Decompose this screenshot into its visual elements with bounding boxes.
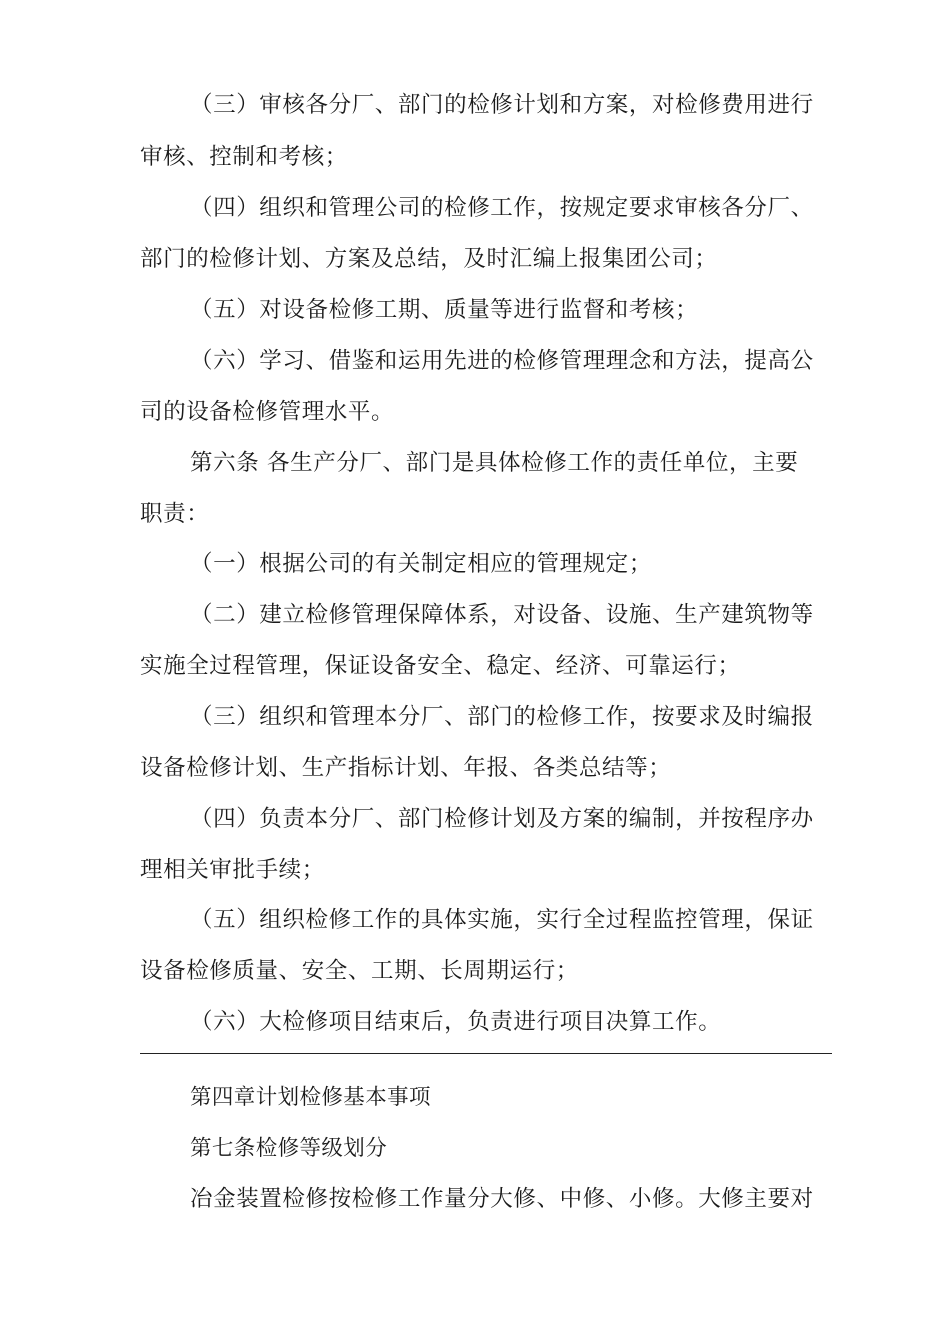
article-heading-line: 第六条 各生产分厂、部门是具体检修工作的责任单位，主要 [190,450,799,476]
paragraph-line: 设备检修计划、生产指标计划、年报、各类总结等； [140,755,672,781]
paragraph-line: （三）组织和管理本分厂、部门的检修工作，按要求及时编报 [190,704,814,730]
paragraph-line: 理相关审批手续； [140,857,325,883]
paragraph-line: （四）负责本分厂、部门检修计划及方案的编制，并按程序办 [190,806,814,832]
section-divider [140,1053,832,1054]
paragraph-line: 设备检修质量、安全、工期、长周期运行； [140,958,579,984]
paragraph-line: 实施全过程管理，保证设备安全、稳定、经济、可靠运行； [140,653,741,679]
article-title: 第七条检修等级划分 [190,1136,388,1161]
paragraph-line: 审核、控制和考核； [140,144,348,170]
paragraph-line: 部门的检修计划、方案及总结，及时汇编上报集团公司； [140,246,718,272]
paragraph-line: （六）学习、借鉴和运用先进的检修管理理念和方法，提高公 [190,348,814,374]
paragraph-line: （四）组织和管理公司的检修工作，按规定要求审核各分厂、 [190,195,814,221]
paragraph-line: （五）对设备检修工期、质量等进行监督和考核； [190,297,699,323]
paragraph-line: 冶金装置检修按检修工作量分大修、中修、小修。大修主要对 [190,1186,814,1212]
paragraph-line: （六）大检修项目结束后，负责进行项目决算工作。 [190,1009,722,1035]
chapter-title: 第四章计划检修基本事项 [190,1085,431,1110]
paragraph-line: （三）审核各分厂、部门的检修计划和方案，对检修费用进行 [190,92,814,118]
paragraph-line: （一）根据公司的有关制定相应的管理规定； [190,551,653,577]
paragraph-line: （五）组织检修工作的具体实施，实行全过程监控管理，保证 [190,907,814,933]
paragraph-line: 司的设备检修管理水平。 [140,399,395,425]
paragraph-line: 职责： [140,501,210,527]
paragraph-line: （二）建立检修管理保障体系，对设备、设施、生产建筑物等 [190,602,814,628]
